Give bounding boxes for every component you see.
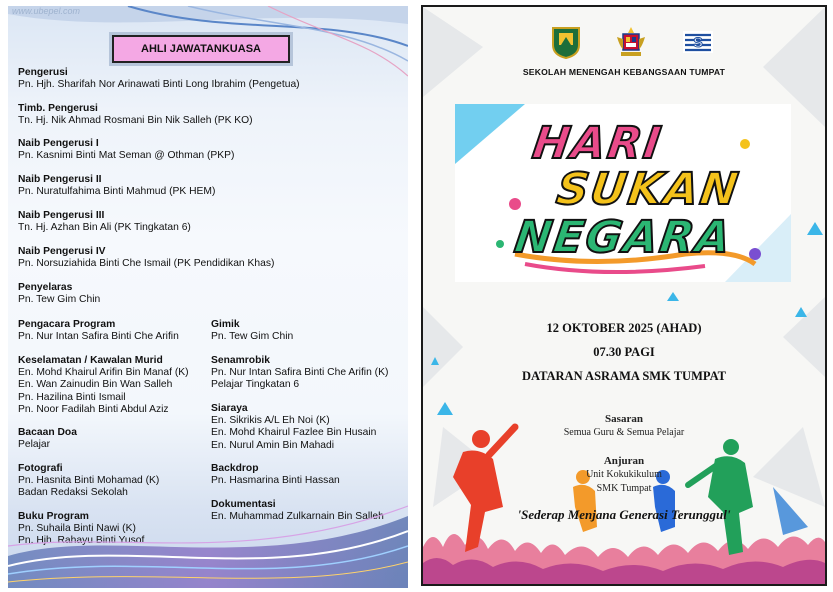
- committee-member-name: Pn. Nuratulfahima Binti Mahmud (PK HEM): [18, 186, 216, 198]
- committee-group: [211, 355, 388, 392]
- committee-member-name: Pn. Nur Intan Safira Binti Che Arifin: [18, 331, 179, 343]
- committee-group: [18, 67, 300, 91]
- committee-group: [18, 246, 274, 270]
- ministry-logo-icon: [681, 25, 715, 59]
- committee-member-name: Pn. Hjh. Rahayu Binti Yusof: [18, 535, 145, 547]
- poster-page: [421, 5, 827, 586]
- committee-role-heading: Keselamatan / Kawalan Murid: [18, 355, 163, 366]
- banner-line-negara: NEGARA: [511, 212, 736, 263]
- bottom-swoosh-decoration: [8, 496, 408, 588]
- committee-role-heading: Dokumentasi: [211, 499, 276, 510]
- committee-role-heading: Naib Pengerusi III: [18, 210, 105, 221]
- committee-member-name: Pn. Nur Intan Safira Binti Che Arifin (K): [211, 367, 389, 379]
- committee-member-name: Pn. Norsuziahida Binti Che Ismail (PK Pendidikan Khas): [18, 258, 275, 270]
- committee-group: [18, 174, 215, 198]
- committee-group: [211, 319, 293, 343]
- committee-group: [18, 282, 100, 306]
- committee-role-heading: Bacaan Doa: [18, 427, 77, 438]
- watermark-text: www.ubepel.com: [12, 6, 81, 16]
- committee-role-heading: Buku Program: [18, 511, 89, 522]
- school-crest-icon: [549, 25, 583, 59]
- svg-text:S: S: [693, 34, 703, 50]
- committee-member-name: En. Mohd Khairul Arifin Bin Manaf (K): [18, 367, 189, 379]
- banner-line-sukan: SUKAN: [553, 164, 743, 215]
- committee-member-name: En. Sikrikis A/L Eh Noi (K): [211, 415, 330, 427]
- committee-role-heading: Pengacara Program: [18, 319, 116, 330]
- committee-group: [18, 427, 77, 451]
- committee-member-name: Pelajar Tingkatan 6: [211, 379, 300, 391]
- committee-role-heading: Pengerusi: [18, 67, 68, 78]
- committee-role-heading: Backdrop: [211, 463, 259, 474]
- organizer-school: SMK Tumpat: [596, 483, 652, 494]
- committee-group: [211, 463, 340, 487]
- committee-role-heading: Siaraya: [211, 403, 248, 414]
- committee-role-heading: Naib Pengerusi I: [18, 138, 99, 149]
- committee-group: [18, 355, 189, 416]
- target-value: Semua Guru & Semua Pelajar: [563, 427, 685, 438]
- committee-role-heading: Senamrobik: [211, 355, 270, 366]
- slogan: 'Sederap Menjana Generasi Terunggul': [517, 507, 731, 522]
- committee-member-name: Pn. Hasnita Binti Mohamad (K): [18, 475, 160, 487]
- committee-member-name: En. Muhammad Zulkarnain Bin Salleh: [211, 511, 384, 523]
- committee-member-name: Tn. Hj. Azhan Bin Ali (PK Tingkatan 6): [18, 222, 191, 234]
- committee-member-name: Tn. Hj. Nik Ahmad Rosmani Bin Nik Salleh (PK KO): [18, 115, 253, 127]
- triangle-background: [423, 7, 825, 584]
- committee-role-heading: Penyelaras: [18, 282, 73, 293]
- committee-group: [18, 138, 234, 162]
- committee-member-name: Badan Redaksi Sekolah: [18, 487, 128, 499]
- target-label: Sasaran: [605, 413, 643, 425]
- committee-role-heading: Gimik: [211, 319, 240, 330]
- committee-page: [8, 6, 408, 588]
- committee-member-name: Pelajar: [18, 439, 51, 451]
- organizer-unit: Unit Kokukikulum: [586, 469, 662, 480]
- sports-day-banner: [455, 104, 791, 282]
- committee-member-name: En. Nurul Amin Bin Mahadi: [211, 439, 335, 451]
- committee-member-name: Pn. Tew Gim Chin: [211, 331, 294, 343]
- committee-member-name: Pn. Suhaila Binti Nawi (K): [18, 523, 136, 535]
- committee-group: [18, 210, 191, 234]
- banner-line-hari: HARI: [529, 118, 666, 169]
- committee-member-name: Pn. Hasmarina Binti Hassan: [211, 475, 340, 487]
- event-time: 07.30 PAGI: [593, 345, 655, 359]
- school-name: SEKOLAH MENENGAH KEBANGSAAN TUMPAT: [522, 67, 726, 77]
- committee-group: [18, 463, 159, 500]
- committee-member-name: Pn. Kasnimi Binti Mat Seman @ Othman (PKP): [18, 150, 235, 162]
- committee-title: AHLI JAWATANKUASA: [112, 35, 290, 63]
- organizer-label: Anjuran: [603, 455, 645, 467]
- committee-member-name: En. Wan Zainudin Bin Wan Salleh: [18, 379, 173, 391]
- committee-member-name: Pn. Hjh. Sharifah Nor Arinawati Binti Long Ibrahim (Pengetua): [18, 79, 300, 91]
- committee-role-heading: Naib Pengerusi II: [18, 174, 102, 185]
- committee-role-heading: Naib Pengerusi IV: [18, 246, 106, 257]
- committee-member-name: Pn. Noor Fadilah Binti Abdul Aziz: [18, 403, 169, 415]
- committee-group: [18, 103, 253, 127]
- committee-member-name: Pn. Tew Gim Chin: [18, 294, 101, 306]
- committee-role-heading: Timb. Pengerusi: [18, 103, 98, 114]
- malaysia-coat-of-arms-icon: [614, 25, 648, 59]
- event-venue: DATARAN ASRAMA SMK TUMPAT: [521, 369, 727, 383]
- committee-member-name: En. Mohd Khairul Fazlee Bin Husain: [211, 427, 377, 439]
- event-date: 12 OKTOBER 2025 (AHAD): [546, 321, 702, 335]
- committee-group: [211, 403, 376, 452]
- committee-group: [18, 319, 179, 343]
- committee-member-name: Pn. Hazilina Binti Ismail: [18, 391, 126, 403]
- committee-role-heading: Fotografi: [18, 463, 63, 474]
